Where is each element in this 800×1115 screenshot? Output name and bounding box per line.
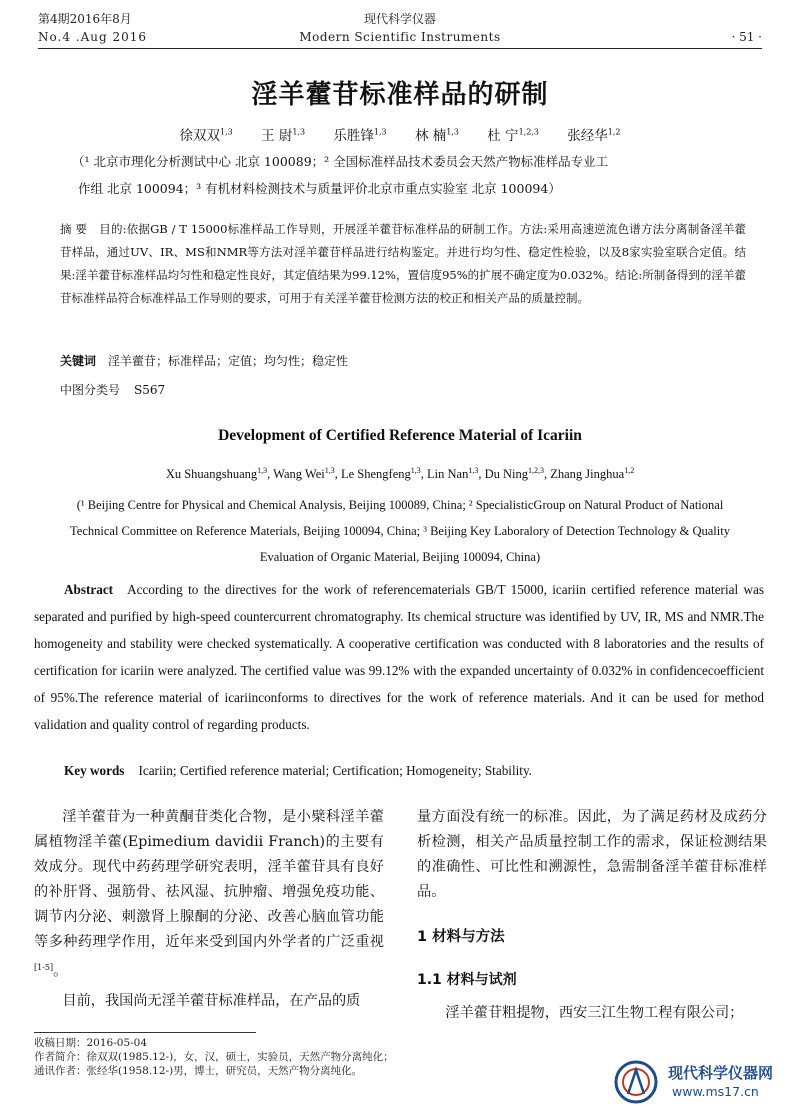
author-en: Zhang Jinghua$^{1,2}$	[550, 466, 635, 482]
subsection-heading: 1.1 材料与试剂	[417, 972, 517, 988]
header-rule	[38, 48, 762, 49]
body-right-column	[417, 805, 767, 1026]
keywords-cn-text: 淫羊藿苷；标准样品；定值；均匀性；稳定性	[108, 354, 349, 368]
keywords-cn-label: 关键词	[60, 354, 97, 368]
body-paragraph: 淫羊藿苷为一种黄酮苷类化合物，是小檗科淫羊藿属植物淫羊藿(Epimedium davidii Franch)的主要有效成分。现代中药药理学研究表明，淫羊藿苷具有良好的补肝肾、强筋骨、祛风湿、抗肿瘤、增强免疫功能、调节内分泌、刺激肾上腺酮的分泌、改善心脑血管功能等多种药理学作用，近年来受到国内外学者的广泛重视[1-5]。	[34, 809, 384, 980]
english-affiliation-line2: Technical Committee on Reference Materials, Beijing 100094, China; ³ Beijing Key Laboralory of Detection Technology & Quality	[70, 524, 730, 538]
page-title: 淫羊藿苷标准样品的研制	[251, 80, 549, 110]
classification-label: 中图分类号	[60, 383, 121, 397]
classification-value: S567	[134, 383, 166, 397]
header-journal-en: Modern Scientific Instruments	[299, 30, 501, 44]
abstract-en-text: According to the directives for the work of referencematerials GB/T 15000, icariin certified reference material was separated and purified by high-speed countercurrent chromatography. Its chemical structure was identified by UV, IR, MS and NMR.The homogeneity and stability were checked systematically. A cooperative certification was conducted with 8 laboratories and the results of certification for icariin were analyzed. The certified value was 99.12% with the expanded uncertainty of 0.032% in confidencecoefficient of 95%.The reference material of icariinconforms to directives for the work of reference materials. And it can be used for method validation and quality control of regarding products.	[34, 582, 764, 732]
english-author-list: Xu Shuangshuang$^{1,3}$, Wang Wei$^{1,3}$, Le Shengfeng$^{1,3}$, Lin Nan$^{1,3}$, Du Ning$^{1,2,3}$, Zhang Jinghua$^{1,2}$	[165, 466, 635, 482]
footnote-received: 收稿日期：2016-05-04	[34, 1037, 148, 1049]
citation: [1-5]	[34, 963, 54, 972]
body-left-column	[34, 805, 384, 1014]
keywords-cn	[60, 352, 348, 369]
author: 徐双双$^{1,3}$	[179, 127, 233, 144]
abstract-en-label: Abstract	[64, 582, 114, 597]
abstract-cn-text: 目的:依据GB / T 15000标准样品工作导则，开展淫羊藿苷标准样品的研制工作。方法:采用高速逆流色谱方法分离制备淫羊藿苷样品，通过UV、IR、MS和NMR等方法对淫羊藿苷样品进行结构鉴定。并进行均匀性、稳定性检验，以及8家实验室联合定值。结果:淫羊藿苷标准样品均匀性和稳定性良好，其定值结果为99.12%，置信度95%的扩展不确定度为0.032%。结论:所制备得到的淫羊藿苷标准样品符合标准样品工作导则的要求，可用于有关淫羊藿苷检测方法的校正和相关产品的质量控制。	[60, 222, 747, 305]
abstract-cn-label: 摘 要	[60, 222, 88, 236]
author: 林 楠$^{1,3}$	[414, 127, 459, 144]
classification	[60, 381, 165, 398]
english-affiliation-line3: Evaluation of Organic Material, Beijing 100094, China)	[259, 550, 541, 564]
watermark-url: www.ms17.cn	[672, 1084, 759, 1099]
author-en: Xu Shuangshuang$^{1,3}$	[165, 466, 268, 482]
keywords-en-label: Key words	[64, 763, 125, 778]
body-paragraph: 量方面没有统一的标准。因此，为了满足药材及成药分析检测，相关产品质量控制工作的需求，保证检测结果的准确性、可比性和溯源性，急需制备淫羊藿苷标准样品。	[417, 809, 767, 900]
abstract-cn	[60, 218, 746, 310]
footnote	[34, 1036, 394, 1078]
header-issue-cn: 第4期2016年8月	[38, 12, 132, 26]
author: 王 尉$^{1,3}$	[261, 127, 306, 144]
footnote-rule	[34, 1032, 256, 1033]
author-en: Du Ning$^{1,2,3}$	[484, 466, 544, 482]
english-affiliation	[38, 492, 762, 570]
keywords-en	[64, 763, 532, 779]
author-list	[0, 124, 800, 144]
header-issue-en: No.4 .Aug 2016	[38, 30, 148, 44]
footnote-corresponding: 通讯作者：张经华(1958.12-)男，博士，研究员，天然产物分离纯化。	[34, 1065, 363, 1077]
author: 张经华$^{1,2}$	[567, 127, 621, 144]
body-paragraph: 目前，我国尚无淫羊藿苷标准样品，在产品的质	[62, 992, 361, 1009]
english-title: Development of Certified Reference Material of Icariin	[218, 427, 582, 444]
affiliation-cn-line2: 作组 北京 100094；³ 有机材料检测技术与质量评价北京市重点实验室 北京 100094）	[78, 181, 561, 196]
footnote-author: 作者简介：徐双双(1985.12-)，女，汉，硕士，实验员，天然产物分离纯化；	[34, 1051, 394, 1063]
section-heading: 1 材料与方法	[417, 929, 505, 945]
english-affiliation-line1: (¹ Beijing Centre for Physical and Chemical Analysis, Beijing 100089, China; ² SpecialisticGroup on Natural Product of National	[76, 498, 724, 512]
keywords-en-text: Icariin; Certified reference material; Certification; Homogeneity; Stability.	[138, 763, 532, 778]
author: 杜 宁$^{1,2,3}$	[487, 127, 539, 144]
page-number: · 51 ·	[731, 30, 762, 44]
affiliation-cn-line1: （¹ 北京市理化分析测试中心 北京 100089；² 全国标准样品技术委员会天然产物标准样品专业工	[72, 154, 609, 169]
abstract-en	[34, 576, 764, 738]
author-en: Wang Wei$^{1,3}$	[273, 466, 335, 482]
body-paragraph: 淫羊藿苷粗提物，西安三江生物工程有限公司；	[445, 1005, 744, 1021]
author-en: Lin Nan$^{1,3}$	[427, 466, 479, 482]
author: 乐胜锋$^{1,3}$	[333, 127, 387, 144]
header-journal-cn: 现代科学仪器	[363, 12, 436, 26]
author-en: Le Shengfeng$^{1,3}$	[340, 466, 421, 482]
watermark-text: 现代科学仪器网	[668, 1064, 774, 1082]
